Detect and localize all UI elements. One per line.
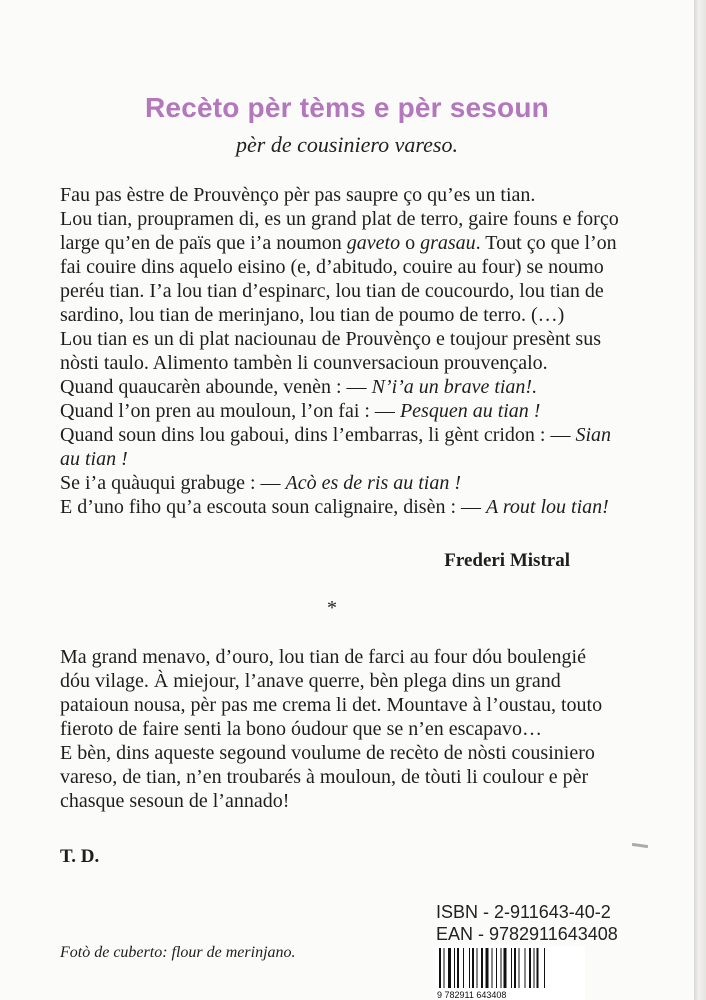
quote-line: Quand quaucarèn abounde, venèn : — N’i’a un brave tian!.: [60, 376, 538, 398]
page-subtitle: pèr de cousiniero vareso.: [236, 132, 458, 157]
quote-block: [60, 183, 620, 519]
ean-number: EAN - 9782911643408: [436, 924, 618, 944]
body-paragraph: E bèn, dins aqueste segound voulume de recèto de nòsti cousiniero vareso, de tian, n’en troubarés à mouloun, de tòuti li coulour e pèr chasque sesoun de l’annado!: [60, 742, 595, 812]
book-spine-edge: [694, 0, 706, 1000]
page-title: Recèto pèr tèms e pèr sesoun: [145, 92, 549, 123]
body-text: [60, 645, 620, 813]
scuff-mark: [632, 843, 648, 848]
quote-line: Quand soun dins lou gaboui, dins l’embarras, li gènt cridon : — Sian au tian !: [60, 424, 612, 470]
barcode-digits: 9 782911 643408: [437, 990, 507, 1000]
quote-line: Se i’a quàuqui grabuge : — Acò es de ris au tian !: [60, 472, 462, 494]
quote-line: Lou tian, proupramen di, es un grand plat de terro, gaire founs e forço large qu’en de païs que i’a noumon gaveto o grasau. Tout ço que l’on fai couire dins aquelo eisino (e, d’abitudo, couire au four) se noumo peréu tian. I’a lou tian d’espinarc, lou tian de coucourdo, lou tian de sardino, lou tian de merinjano, lou tian de poumo de terro. (…): [60, 208, 619, 326]
barcode: [435, 946, 585, 1000]
quote-line: Quand l’on pren au mouloun, l’on fai : — Pesquen au tian !: [60, 400, 541, 422]
section-separator: *: [327, 597, 337, 619]
body-author: T. D.: [60, 846, 100, 867]
quote-line: Fau pas èstre de Prouvènço pèr pas saupre ço qu’es un tian.: [60, 184, 536, 206]
body-paragraph: Ma grand menavo, d’ouro, lou tian de farci au four dóu boulengié dóu vilage. À miejour, l’anave querre, bèn plega dins un grand pataioun nousa, pèr pas me crema li det. Mountave à l’oustau, touto fieroto de faire senti la bono óudour que se n’en escapavo…: [60, 646, 603, 740]
quote-line: Lou tian es un di plat naciounau de Prouvènço e toujour presènt sus nòsti taulo. Alimento tambèn li counversacioun prouvençalo.: [60, 328, 601, 374]
quote-author: Frederi Mistral: [444, 550, 570, 571]
quote-line: E d’uno fiho qu’a escouta soun calignaire, disèn : — A rout lou tian!: [60, 496, 609, 518]
cover-caption: Fotò de cuberto: flour de merinjano.: [60, 944, 296, 961]
isbn-number: ISBN - 2-911643-40-2: [436, 902, 611, 922]
isbn-block: [436, 901, 618, 945]
